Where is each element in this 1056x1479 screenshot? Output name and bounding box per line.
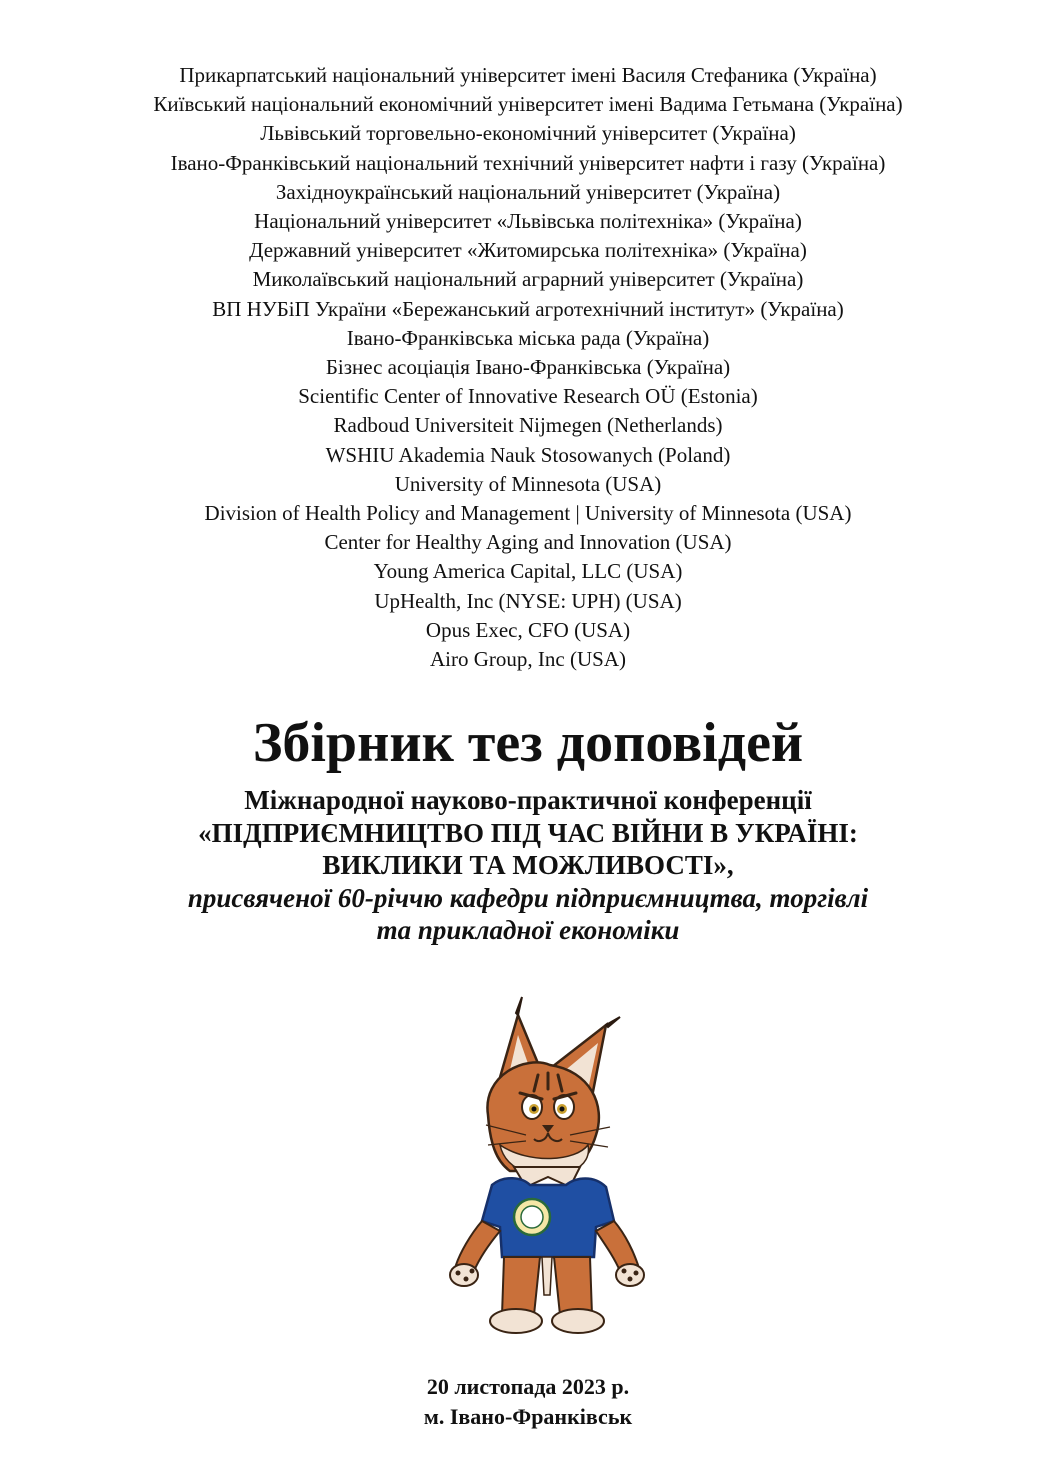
organizer-line: Державний університет «Житомирська політехніка» (Україна) xyxy=(249,238,807,263)
organizer-line: UpHealth, Inc (NYSE: UPH) (USA) xyxy=(374,588,682,613)
conference-subtitle xyxy=(8,784,1048,947)
subtitle-line-dedication-1: присвяченої 60-річчю кафедри підприємництва, торгівлі xyxy=(187,882,869,913)
organizer-line: Young America Capital, LLC (USA) xyxy=(373,559,683,584)
organizer-line: Radboud Universiteit Nijmegen (Netherlands) xyxy=(333,413,723,438)
organizer-line: Івано-Франківський національний технічний університет нафти і газу (Україна) xyxy=(170,150,886,175)
organizer-line: Бізнес асоціація Івано-Франківська (Україна) xyxy=(325,355,731,380)
organizer-line: Division of Health Policy and Management | University of Minnesota (USA) xyxy=(204,501,852,526)
subtitle-line-topic-1: «ПІДПРИЄМНИЦТВО ПІД ЧАС ВІЙНИ В УКРАЇНІ: xyxy=(198,817,858,848)
organizer-line: Прикарпатський національний університет імені Василя Стефаника (Україна) xyxy=(179,63,877,87)
conference-city: м. Івано-Франківськ xyxy=(423,1404,633,1429)
subtitle-line-dedication-2: та прикладної економіки xyxy=(376,915,680,945)
organizer-line: Івано-Франківська міська рада (Україна) xyxy=(346,325,710,350)
organizer-line: WSHIU Akademia Nauk Stosowanych (Poland) xyxy=(325,442,731,467)
organizer-line: Миколаївський національний аграрний університет (Україна) xyxy=(252,267,804,292)
organizer-line: Національний університет «Львівська політехніка» (Україна) xyxy=(254,209,802,234)
organizer-line: Center for Healthy Aging and Innovation (USA) xyxy=(324,530,732,555)
conference-date: 20 листопада 2023 р. xyxy=(426,1374,630,1399)
collection-title: Збірник тез доповідей xyxy=(252,712,804,774)
subtitle-line-conference: Міжнародної науково-практичної конференції xyxy=(244,785,812,815)
publication-footer xyxy=(8,1372,1048,1432)
organizer-line: Opus Exec, CFO (USA) xyxy=(425,617,631,642)
organizer-line: Scientific Center of Innovative Research OÜ (Estonia) xyxy=(298,384,758,409)
organizers-list xyxy=(8,61,1048,674)
organizer-line: Львівський торговельно-економічний університет (Україна) xyxy=(260,121,796,146)
lynx-mascot-icon xyxy=(430,995,645,1340)
subtitle-line-topic-2: ВИКЛИКИ ТА МОЖЛИВОСТІ», xyxy=(322,850,734,880)
organizer-line: ВП НУБіП України «Бережанський агротехнічний інститут» (Україна) xyxy=(212,296,844,321)
organizer-line: University of Minnesota (USA) xyxy=(394,471,662,496)
organizer-line: Airo Group, Inc (USA) xyxy=(430,647,626,672)
organizer-line: Київський національний економічний університет імені Вадима Гетьмана (Україна) xyxy=(153,92,903,117)
organizer-line: Західноукраїнський національний університет (Україна) xyxy=(275,179,781,204)
